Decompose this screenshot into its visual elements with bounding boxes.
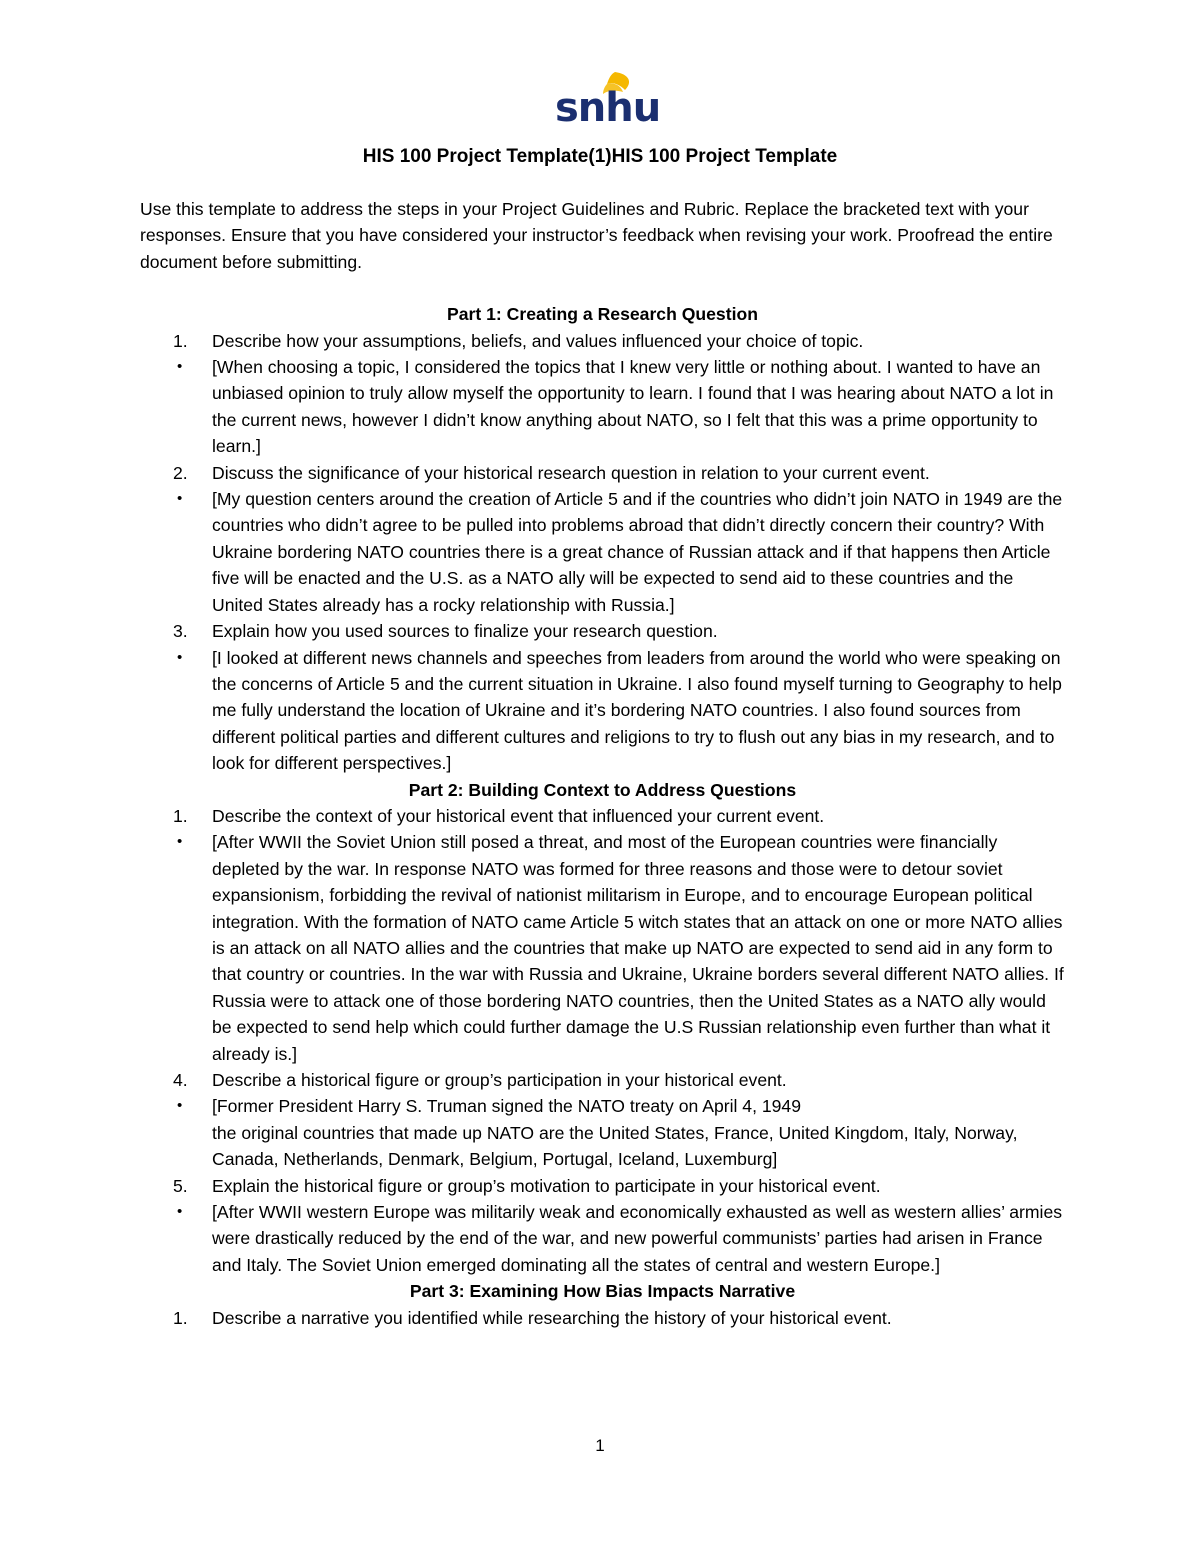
numbered-item [140,1067,1065,1093]
question-text: Explain the historical figure or group’s motivation to participate in your historical event. [212,1175,881,1196]
question-text: Describe how your assumptions, beliefs, and values influenced your choice of topic. [212,330,864,351]
answer-text: [After WWII western Europe was militarily weak and economically exhausted as well as western allies’ armies were drastically reduced by the end of the war, and new powerful communists’ parties had arisen in France and Italy. The Soviet Union emerged dominating all the states of central and western Europe.] [212,1202,1063,1275]
intro-paragraph: Use this template to address the steps in your Project Guidelines and Rubric. Replace the bracketed text with your responses. Ensure that you have considered your instructor’s feedback when revising your work. Proofread the entire document before submitting. [140,199,1053,272]
question-text: Describe a narrative you identified while researching the history of your historical event. [212,1307,892,1328]
part-heading: Part 2: Building Context to Address Questions [408,779,797,800]
numbered-item [140,460,1065,486]
bullet-item [140,486,1065,618]
logo-wordmark: snhu [555,85,661,131]
bullet-item [140,1199,1065,1278]
numbered-item [140,1305,1065,1331]
question-text: Describe a historical figure or group’s participation in your historical event. [212,1070,787,1090]
answer-text: [When choosing a topic, I considered the topics that I knew very little or nothing about. I wanted to have an unbiased opinion to truly allow myself the opportunity to learn. I found that I was hearing about NATO a lot in the current news, however I didn’t know anything about NATO, so I felt that this was a prime opportunity to learn.] [212,357,1054,457]
answer-text: [Former President Harry S. Truman signed the NATO treaty on April 4, 1949 [212,1096,801,1117]
question-text: Discuss the significance of your historical research question in relation to your current event. [212,462,930,483]
document-body [140,196,1065,1331]
list-number: 1. [173,805,188,826]
bullet-icon: • [177,833,183,851]
bullet-item [140,354,1065,460]
bullet-item [140,645,1065,777]
question-text: Describe the context of your historical event that influenced your current event. [212,805,825,826]
part-heading: Part 3: Examining How Bias Impacts Narrative [409,1281,796,1302]
list-number: 1. [173,330,188,351]
bullet-icon: • [177,490,183,508]
snhu-logo [555,70,661,132]
answer-text-continued: the original countries that made up NATO are the United States, France, United Kingdom, Italy, Norway, Canada, Netherlands, Denmark, Belgium, Portugal, Iceland, Luxemburg] [212,1122,1018,1170]
numbered-item [140,803,1065,829]
bullet-item [140,829,1065,1067]
answer-text: [I looked at different news channels and speeches from leaders from around the world who were speaking on the concerns of Article 5 and the current situation in Ukraine. I also found myself turning to Geography to help me fully understand the location of Ukraine and it’s bordering NATO countries. I also found sources from different political parties and different cultures and religions to try to flush out any bias in my research, and to look for different perspectives.] [212,647,1062,774]
part-3 [140,1278,1065,1331]
list-number: 2. [173,462,188,483]
bullet-icon: • [177,1203,183,1221]
list-number: 3. [173,621,188,642]
bullet-icon: • [177,358,183,376]
numbered-item [140,328,1065,354]
bullet-item [140,1093,1065,1172]
answer-text: [After WWII the Soviet Union still posed a threat, and most of the European countries were financially depleted by the war. In response NATO was formed for three reasons and those were to detour soviet expansionism, forbidding the revival of nationist militarism in Europe, and to encourage European political integration. With the formation of NATO came Article 5 witch states that an attack on one or more NATO allies is an attack on all NATO allies and the countries that make up NATO are expected to send aid in any form to that country or countries. In the war with Russia and Ukraine, Ukraine borders several different NATO allies. If Russia were to attack one of those bordering NATO countries, then the United States as a NATO ally would be expected to send help which could further damage the U.S Russian relationship even further than what it already is.] [212,832,1064,1064]
part-2 [140,777,1065,1279]
part-heading: Part 1: Creating a Research Question [447,304,758,325]
bullet-icon: • [177,648,183,666]
numbered-item [140,618,1065,644]
numbered-item [140,1173,1065,1199]
part-1 [140,301,1065,776]
document-title: HIS 100 Project Template(1)HIS 100 Project Template [362,146,838,167]
list-number: 1. [173,1307,188,1328]
bullet-icon: • [177,1097,183,1115]
answer-text: [My question centers around the creation of Article 5 and if the countries who didn’t join NATO in 1949 are the countries who didn’t agree to be pulled into problems abroad that didn’t directly concern their country? With Ukraine bordering NATO countries there is a great chance of Russian attack and if that happens then Article five will be enacted and the U.S. as a NATO ally will be expected to send aid to these countries and the United States already has a rocky relationship with Russia.] [212,489,1063,615]
page-number: 1 [595,1436,605,1455]
list-number: 5. [173,1175,188,1196]
question-text: Explain how you used sources to finalize your research question. [212,621,718,642]
list-number: 4. [173,1070,188,1090]
